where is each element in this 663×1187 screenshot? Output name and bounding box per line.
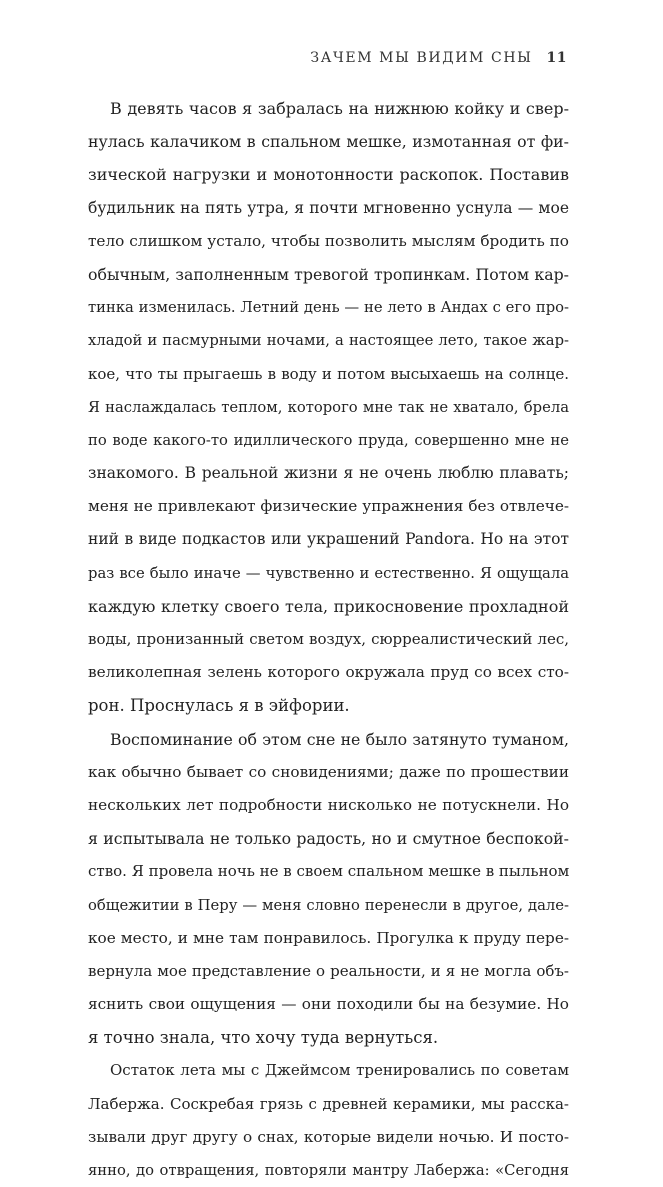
text-line: как обычно бывает со сновидениями; даже по прошествии xyxy=(88,762,569,781)
text-line: великолепная зелень которого окружала пруд со всех сто- xyxy=(88,663,569,682)
text-line: каждую клетку своего тела, прикосновение прохладной xyxy=(88,596,569,616)
text-line: я испытывала не только радость, но и смутное беспокой- xyxy=(88,829,569,849)
text-line: знакомого. В реальной жизни я не очень люблю плавать; xyxy=(88,464,569,483)
text-line: ний в виде подкастов или украшений Pandora. Но на этот xyxy=(88,530,569,549)
text-line: Остаток лета мы с Джеймсом тренировались по советам xyxy=(110,1061,569,1080)
body-text xyxy=(88,92,569,1187)
text-line: обычным, заполненным тревогой тропинкам. Потом кар- xyxy=(88,264,569,284)
text-line: зывали друг другу о снах, которые видели ночью. И посто- xyxy=(88,1127,569,1146)
text-line: вернула мое представление о реальности, и я не могла объ- xyxy=(88,961,569,980)
text-line: меня не привлекают физические упражнения без отвлече- xyxy=(88,497,569,516)
running-header xyxy=(310,50,567,66)
text-line: ство. Я провела ночь не в своем спальном мешке в пыльном xyxy=(88,862,570,881)
text-line: воды, пронизанный светом воздух, сюрреалистический лес, xyxy=(88,630,569,648)
running-title: ЗАЧЕМ МЫ ВИДИМ СНЫ xyxy=(310,50,533,66)
text-line: общежитии в Перу — меня словно перенесли в другое, дале- xyxy=(88,896,569,914)
text-line: нулась калачиком в спальном мешке, измотанная от фи- xyxy=(88,132,569,152)
text-line: будильник на пять утра, я почти мгновенно уснула — мое xyxy=(88,198,569,217)
text-line: кое место, и мне там понравилось. Прогулка к пруду пере- xyxy=(88,928,569,947)
text-line: рон. Проснулась я в эйфории. xyxy=(88,696,350,716)
text-line: нескольких лет подробности нисколько не потускнели. Но xyxy=(88,795,569,814)
text-line: хладой и пасмурными ночами, а настоящее лето, такое жар- xyxy=(88,332,569,350)
text-line: янно, до отвращения, повторяли мантру Лабержа: «Сегодня xyxy=(88,1162,569,1179)
text-line: Я наслаждалась теплом, которого мне так не хватало, брела xyxy=(88,398,569,416)
text-line: Воспоминание об этом сне не было затянуто туманом, xyxy=(110,729,569,749)
text-line: яснить свои ощущения — они походили бы на безумие. Но xyxy=(88,995,569,1014)
text-line: тело слишком устало, чтобы позволить мыслям бродить по xyxy=(88,231,569,250)
text-line: тинка изменилась. Летний день — не лето в Андах с его про- xyxy=(88,299,569,317)
page-number: 11 xyxy=(546,50,567,66)
text-line: раз все было иначе — чувственно и естественно. Я ощущала xyxy=(88,564,569,582)
text-line: В девять часов я забралась на нижнюю койку и свер- xyxy=(110,99,569,118)
text-line: зической нагрузки и монотонности раскопок. Поставив xyxy=(88,165,569,185)
text-line: по воде какого-то идиллического пруда, совершенно мне не xyxy=(88,431,569,449)
text-line: Лабержа. Соскребая грязь с древней керамики, мы расска- xyxy=(88,1094,569,1113)
text-line: я точно знала, что хочу туда вернуться. xyxy=(88,1028,439,1048)
text-line: кое, что ты прыгаешь в воду и потом высыхаешь на солнце. xyxy=(88,364,569,383)
